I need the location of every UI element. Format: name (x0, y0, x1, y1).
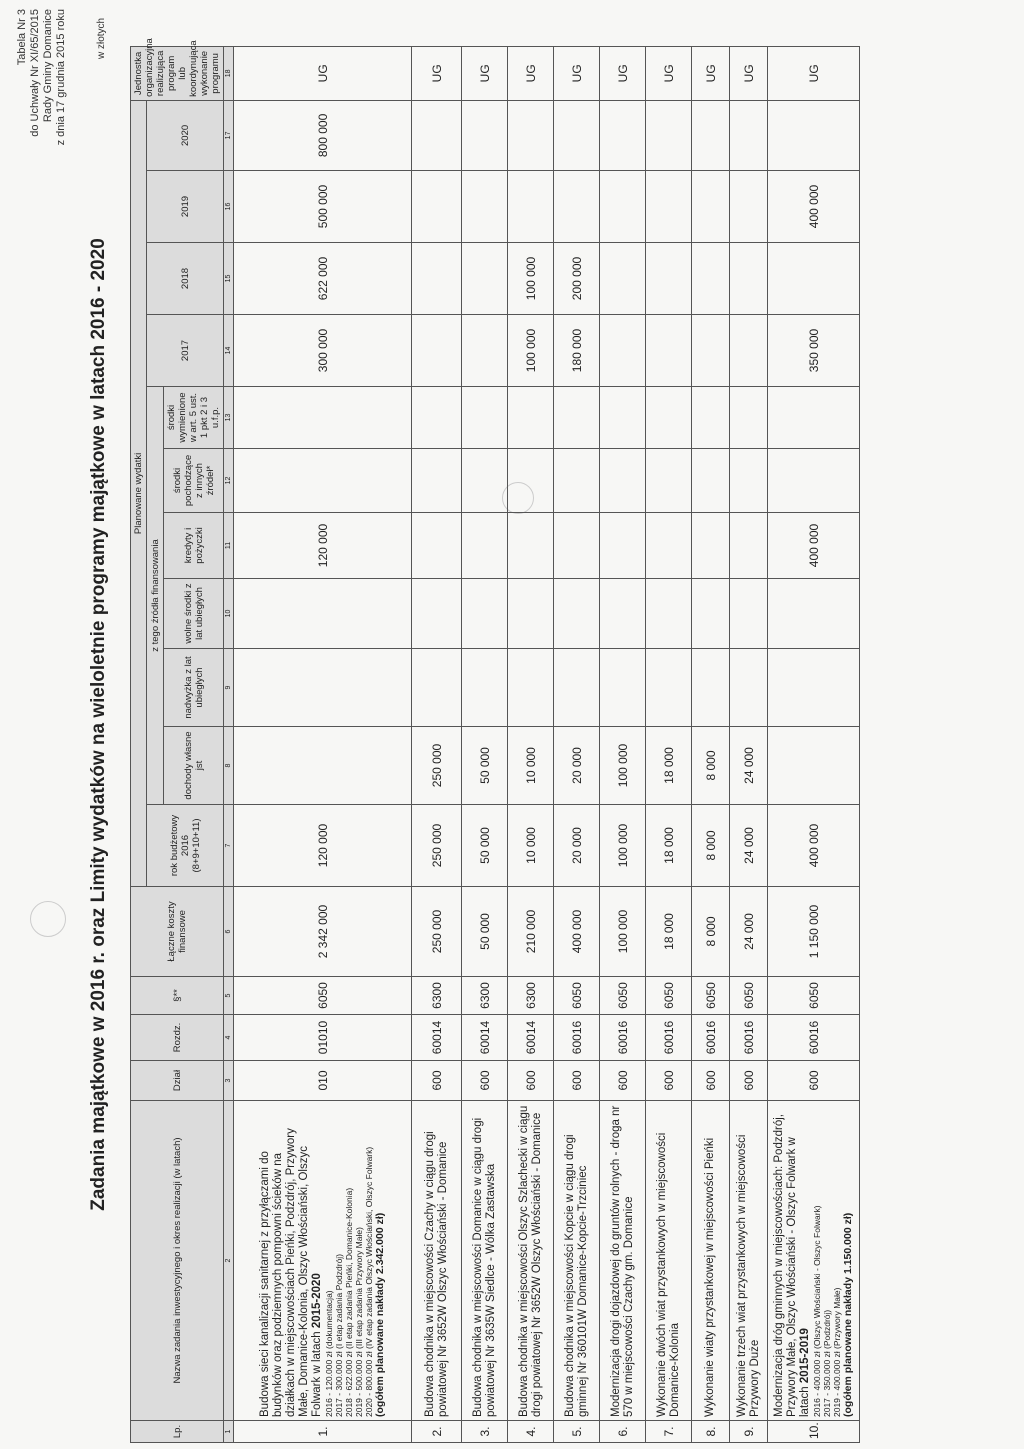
column-number: 18 (224, 46, 234, 100)
cell-rozdz: 60014 (462, 1015, 508, 1061)
cell-2018 (412, 243, 462, 315)
cell-total-cost: 210 000 (508, 887, 554, 977)
cell-2019 (462, 171, 508, 243)
cell-dzial: 600 (600, 1061, 646, 1101)
cell-surplus (600, 649, 646, 727)
cell-2018 (646, 243, 692, 315)
col-2017: 2017 (147, 315, 224, 387)
cell-task-name (412, 1101, 462, 1421)
task-detail-line: 2019 - 400.000 zł (Przywory Małe) (831, 1287, 842, 1417)
cell-lp: 9. (730, 1421, 768, 1443)
col-funding-sources: z tego źródła finansowania (147, 387, 164, 805)
cell-total-cost: 2 342 000 (234, 887, 412, 977)
col-own-income: dochody własne jst (164, 727, 224, 805)
cell-loans (600, 513, 646, 579)
cell-2018: 622 000 (234, 243, 412, 315)
cell-unit: UG (234, 46, 412, 100)
cell-2020 (600, 100, 646, 170)
cell-loans (692, 513, 730, 579)
cell-dzial: 600 (508, 1061, 554, 1101)
cell-art5-funds (554, 387, 600, 449)
cell-lp: 2. (412, 1421, 462, 1443)
cell-loans (554, 513, 600, 579)
col-2019: 2019 (147, 171, 224, 243)
cell-2018: 200 000 (554, 243, 600, 315)
cell-total-cost: 8 000 (692, 887, 730, 977)
cell-rozdz: 60016 (646, 1015, 692, 1061)
col-free-funds: wolne środki z lat ubiegłych (164, 579, 224, 649)
cell-2017 (730, 315, 768, 387)
col-art5-funds: środki wymienione w art. 5 ust. 1 pkt 2 i 3 u.f.p. (164, 387, 224, 449)
cell-paragraph: 6050 (600, 977, 646, 1015)
cell-2019 (600, 171, 646, 243)
cell-other-sources (412, 449, 462, 513)
cell-unit: UG (462, 46, 508, 100)
cell-own-income: 250 000 (412, 727, 462, 805)
cell-rozdz: 01010 (234, 1015, 412, 1061)
cell-task-name (554, 1101, 600, 1421)
col-total-cost: Łączne koszty finansowe (131, 887, 224, 977)
table-row (412, 46, 462, 1442)
document-title: Zadania majątkowe w 2016 r. oraz Limity wydatków na wieloletnie programy majątkowe w latach 2016 - 2020 (88, 238, 109, 1211)
task-name-text: Budowa chodnika w miejscowości Czachy w ciągu drogi powiatowej Nr 3652W Olszyc Włościański - Domanice (423, 1131, 449, 1417)
cell-2019: 400 000 (768, 171, 860, 243)
table-row (730, 46, 768, 1442)
cell-rozdz: 60016 (554, 1015, 600, 1061)
cell-2017 (600, 315, 646, 387)
cell-2017 (692, 315, 730, 387)
cell-free-funds (768, 579, 860, 649)
task-detail-line: 2017 - 300.000 zł (I etap zadania Podzdrój) (333, 1253, 344, 1417)
table-row (646, 46, 692, 1442)
cell-paragraph: 6050 (646, 977, 692, 1015)
cell-other-sources (462, 449, 508, 513)
table-row (768, 46, 860, 1442)
cell-2017 (462, 315, 508, 387)
task-period: 2015-2019 (798, 1328, 811, 1384)
cell-total-cost: 50 000 (462, 887, 508, 977)
cell-2019 (508, 171, 554, 243)
resolution-date: z dnia 17 grudnia 2015 roku (55, 9, 67, 146)
cell-2018 (692, 243, 730, 315)
cell-free-funds (508, 579, 554, 649)
cell-dzial: 600 (646, 1061, 692, 1101)
cell-lp: 6. (600, 1421, 646, 1443)
cell-loans (730, 513, 768, 579)
cell-paragraph: 6300 (412, 977, 462, 1015)
cell-free-funds (554, 579, 600, 649)
col-surplus: nadwyżka z lat ubiegłych (164, 649, 224, 727)
cell-free-funds (646, 579, 692, 649)
column-number: 9 (224, 649, 234, 727)
cell-other-sources (646, 449, 692, 513)
cell-2020: 800 000 (234, 100, 412, 170)
cell-rozdz: 60016 (600, 1015, 646, 1061)
cell-budget-2016: 8 000 (692, 805, 730, 887)
cell-surplus (508, 649, 554, 727)
document-header-reference (16, 9, 68, 209)
cell-free-funds (730, 579, 768, 649)
task-name-text: Budowa chodnika w miejscowości Olszyc Szlachecki w ciągu drogi powiatowej Nr 3652W Olszyc Włościański - Domanice (517, 1105, 543, 1417)
cell-rozdz: 60016 (692, 1015, 730, 1061)
cell-surplus (234, 649, 412, 727)
column-number: 6 (224, 887, 234, 977)
column-number: 5 (224, 977, 234, 1015)
cell-surplus (692, 649, 730, 727)
task-total-note: (ogółem planowane nakłady 2.342.000 zł) (373, 1212, 386, 1417)
cell-paragraph: 6300 (462, 977, 508, 1015)
cell-other-sources (234, 449, 412, 513)
column-number: 4 (224, 1015, 234, 1061)
cell-rozdz: 60016 (768, 1015, 860, 1061)
cell-free-funds (234, 579, 412, 649)
cell-paragraph: 6050 (692, 977, 730, 1015)
cell-free-funds (462, 579, 508, 649)
cell-budget-2016: 24 000 (730, 805, 768, 887)
cell-dzial: 600 (692, 1061, 730, 1101)
col-2020: 2020 (147, 100, 224, 170)
cell-total-cost: 250 000 (412, 887, 462, 977)
cell-2019 (730, 171, 768, 243)
cell-2020 (462, 100, 508, 170)
task-name-text: Modernizacja drogi dojazdowej do gruntów rolnych - droga nr 570 w miejscowości Czachy gm. Domanice (609, 1105, 635, 1417)
task-name-text: Budowa sieci kanalizacji sanitarnej z przyłączami do budynków oraz podziemnych pompowni ścieków na działkach w miejscowościach Pieńki, Podzdrój, Przywory Małe, Domanice-Kolonia, Olszyc Włościański, Olszyc Folwark w latach (258, 1128, 323, 1417)
cell-task-name (508, 1101, 554, 1421)
cell-2020 (768, 100, 860, 170)
cell-surplus (646, 649, 692, 727)
cell-lp: 3. (462, 1421, 508, 1443)
punch-hole-mark (30, 901, 66, 937)
table-row (508, 46, 554, 1442)
cell-unit: UG (692, 46, 730, 100)
cell-budget-2016: 10 000 (508, 805, 554, 887)
cell-dzial: 600 (462, 1061, 508, 1101)
task-detail-line: 2016 - 120.000 zł (dokumentacja) (323, 1290, 334, 1417)
cell-surplus (554, 649, 600, 727)
col-paragraph: §** (131, 977, 224, 1015)
currency-unit-label: w złotych (96, 17, 107, 59)
cell-other-sources (730, 449, 768, 513)
column-number: 16 (224, 171, 234, 243)
cell-loans (646, 513, 692, 579)
task-name-text: Wykonanie wiaty przystankowej w miejscowości Pieńki (704, 1137, 716, 1417)
cell-paragraph: 6300 (508, 977, 554, 1015)
cell-dzial: 600 (730, 1061, 768, 1101)
cell-own-income: 10 000 (508, 727, 554, 805)
cell-free-funds (692, 579, 730, 649)
table-row (600, 46, 646, 1442)
cell-unit: UG (600, 46, 646, 100)
col-dzial: Dział (131, 1061, 224, 1101)
cell-own-income: 50 000 (462, 727, 508, 805)
cell-art5-funds (692, 387, 730, 449)
col-unit: Jednostka organizacyjna realizująca program lub koordynująca wykonanie programu (131, 46, 224, 100)
cell-surplus (768, 649, 860, 727)
cell-lp: 1. (234, 1421, 412, 1443)
column-number: 7 (224, 805, 234, 887)
cell-paragraph: 6050 (554, 977, 600, 1015)
cell-rozdz: 60014 (412, 1015, 462, 1061)
cell-free-funds (600, 579, 646, 649)
cell-rozdz: 60016 (730, 1015, 768, 1061)
cell-total-cost: 24 000 (730, 887, 768, 977)
cell-unit: UG (412, 46, 462, 100)
cell-dzial: 600 (768, 1061, 860, 1101)
column-number: 3 (224, 1061, 234, 1101)
task-name-text: Budowa chodnika w miejscowości Kopcie w ciągu drogi gminnej Nr 360101W Domanice-Kopcie-Trzciniec (563, 1134, 589, 1417)
task-total-note: (ogółem planowane nakłady 1.150.000 zł) (841, 1212, 854, 1417)
task-name-text: Budowa chodnika w miejscowości Domanice w ciągu drogi powiatowej Nr 3635W Siedlce - Wólka Zastawska (471, 1117, 497, 1417)
column-number: 15 (224, 243, 234, 315)
cell-art5-funds (646, 387, 692, 449)
cell-loans (462, 513, 508, 579)
cell-task-name (768, 1101, 860, 1421)
cell-2019 (646, 171, 692, 243)
cell-2020 (692, 100, 730, 170)
cell-2019 (412, 171, 462, 243)
cell-dzial: 600 (412, 1061, 462, 1101)
column-number: 2 (224, 1101, 234, 1421)
cell-unit: UG (730, 46, 768, 100)
cell-art5-funds (600, 387, 646, 449)
table-row (692, 46, 730, 1442)
cell-task-name (600, 1101, 646, 1421)
cell-loans (412, 513, 462, 579)
cell-2020 (646, 100, 692, 170)
cell-dzial: 010 (234, 1061, 412, 1101)
cell-2017 (412, 315, 462, 387)
cell-task-name (234, 1101, 412, 1421)
table-row (234, 46, 412, 1442)
cell-own-income: 100 000 (600, 727, 646, 805)
task-name-text: Wykonanie dwóch wiat przystankowych w miejscowości Domanice-Kolonia (655, 1132, 681, 1417)
cell-other-sources (692, 449, 730, 513)
cell-paragraph: 6050 (768, 977, 860, 1015)
table-body (234, 46, 860, 1442)
cell-2018 (600, 243, 646, 315)
col-other-sources: środki pochodzące z innych źródeł* (164, 449, 224, 513)
col-2018: 2018 (147, 243, 224, 315)
cell-2019 (692, 171, 730, 243)
col-rozdz: Rozdz. (131, 1015, 224, 1061)
cell-2018 (730, 243, 768, 315)
cell-total-cost: 100 000 (600, 887, 646, 977)
cell-2018 (462, 243, 508, 315)
cell-total-cost: 400 000 (554, 887, 600, 977)
cell-other-sources (768, 449, 860, 513)
cell-loans: 400 000 (768, 513, 860, 579)
cell-unit: UG (508, 46, 554, 100)
cell-other-sources (508, 449, 554, 513)
table-row (554, 46, 600, 1442)
task-detail-line: 2019 - 500.000 zł (III etap zadania Przywory Małe) (353, 1227, 364, 1417)
cell-other-sources (600, 449, 646, 513)
col-name: Nazwa zadania inwestycyjnego i okres realizacji (w latach) (131, 1101, 224, 1421)
cell-2019 (554, 171, 600, 243)
cell-budget-2016: 18 000 (646, 805, 692, 887)
cell-2017: 180 000 (554, 315, 600, 387)
col-loans: kredyty i pożyczki (164, 513, 224, 579)
cell-2017 (646, 315, 692, 387)
cell-budget-2016: 120 000 (234, 805, 412, 887)
cell-paragraph: 6050 (730, 977, 768, 1015)
table-number: Tabela Nr 3 (16, 9, 28, 66)
task-detail-line: 2016 - 400.000 zł (Olszyc Włościański - Olszyc Folwark) (811, 1205, 822, 1417)
cell-own-income (768, 727, 860, 805)
task-period: 2015-2020 (310, 1273, 323, 1329)
cell-unit: UG (646, 46, 692, 100)
cell-budget-2016: 250 000 (412, 805, 462, 887)
column-number: 12 (224, 449, 234, 513)
cell-total-cost: 1 150 000 (768, 887, 860, 977)
cell-task-name (692, 1101, 730, 1421)
cell-loans (508, 513, 554, 579)
cell-own-income (234, 727, 412, 805)
cell-2017: 100 000 (508, 315, 554, 387)
cell-free-funds (412, 579, 462, 649)
cell-art5-funds (462, 387, 508, 449)
cell-2018: 100 000 (508, 243, 554, 315)
cell-paragraph: 6050 (234, 977, 412, 1015)
col-lp: Lp. (131, 1421, 224, 1443)
cell-2019: 500 000 (234, 171, 412, 243)
task-detail-line: 2018 - 622.000 zł (II etap zadania Pieńki, Domanice-Kolonia) (343, 1187, 354, 1417)
cell-rozdz: 60014 (508, 1015, 554, 1061)
cell-loans: 120 000 (234, 513, 412, 579)
cell-lp: 4. (508, 1421, 554, 1443)
table-header (131, 38, 234, 1442)
column-number: 1 (224, 1421, 234, 1443)
cell-dzial: 600 (554, 1061, 600, 1101)
cell-art5-funds (508, 387, 554, 449)
cell-lp: 7. (646, 1421, 692, 1443)
cell-surplus (730, 649, 768, 727)
cell-2020 (412, 100, 462, 170)
resolution-number: do Uchwały Nr XI/65/2015 (29, 9, 41, 137)
task-detail-line: 2017 - 350.000 zł (Podzdrój) (821, 1309, 832, 1417)
cell-lp: 5. (554, 1421, 600, 1443)
cell-budget-2016: 20 000 (554, 805, 600, 887)
cell-unit: UG (768, 46, 860, 100)
cell-budget-2016: 100 000 (600, 805, 646, 887)
cell-art5-funds (768, 387, 860, 449)
task-name-text: Wykonanie trzech wiat przystankowych w miejscowości Przywory Duże (735, 1134, 761, 1417)
col-budget-year: rok budżetowy 2016 (8+9+10+11) (147, 805, 224, 887)
column-number: 11 (224, 513, 234, 579)
cell-total-cost: 18 000 (646, 887, 692, 977)
column-number: 13 (224, 387, 234, 449)
cell-art5-funds (730, 387, 768, 449)
cell-lp: 10. (768, 1421, 860, 1443)
table-row (462, 46, 508, 1442)
investment-table (130, 38, 860, 1443)
cell-budget-2016: 50 000 (462, 805, 508, 887)
cell-2017: 350 000 (768, 315, 860, 387)
cell-unit: UG (554, 46, 600, 100)
column-number-row (224, 46, 234, 1442)
cell-own-income: 18 000 (646, 727, 692, 805)
cell-own-income: 8 000 (692, 727, 730, 805)
column-number: 17 (224, 100, 234, 170)
cell-own-income: 20 000 (554, 727, 600, 805)
council-name: Rady Gminy Domanice (42, 9, 54, 123)
cell-art5-funds (234, 387, 412, 449)
cell-task-name (462, 1101, 508, 1421)
cell-surplus (412, 649, 462, 727)
cell-2020 (554, 100, 600, 170)
task-name-text: Modernizacja dróg gminnych w miejscowościach: Podzdrój, Przywory Małe, Olszyc Włościański - Olszyc Folwark w latach (772, 1114, 811, 1417)
cell-2020 (508, 100, 554, 170)
cell-2020 (730, 100, 768, 170)
cell-budget-2016: 400 000 (768, 805, 860, 887)
cell-surplus (462, 649, 508, 727)
col-planned-expenses: Planowane wydatki (131, 100, 147, 886)
column-number: 8 (224, 727, 234, 805)
cell-lp: 8. (692, 1421, 730, 1443)
cell-other-sources (554, 449, 600, 513)
cell-art5-funds (412, 387, 462, 449)
cell-own-income: 24 000 (730, 727, 768, 805)
cell-2018 (768, 243, 860, 315)
cell-task-name (730, 1101, 768, 1421)
column-number: 14 (224, 315, 234, 387)
task-detail-line: 2020 - 800.000 zł (IV etap zadania Olszyc Włościański, Olszyc Folwark) (363, 1146, 374, 1417)
cell-task-name (646, 1101, 692, 1421)
cell-2017: 300 000 (234, 315, 412, 387)
column-number: 10 (224, 579, 234, 649)
